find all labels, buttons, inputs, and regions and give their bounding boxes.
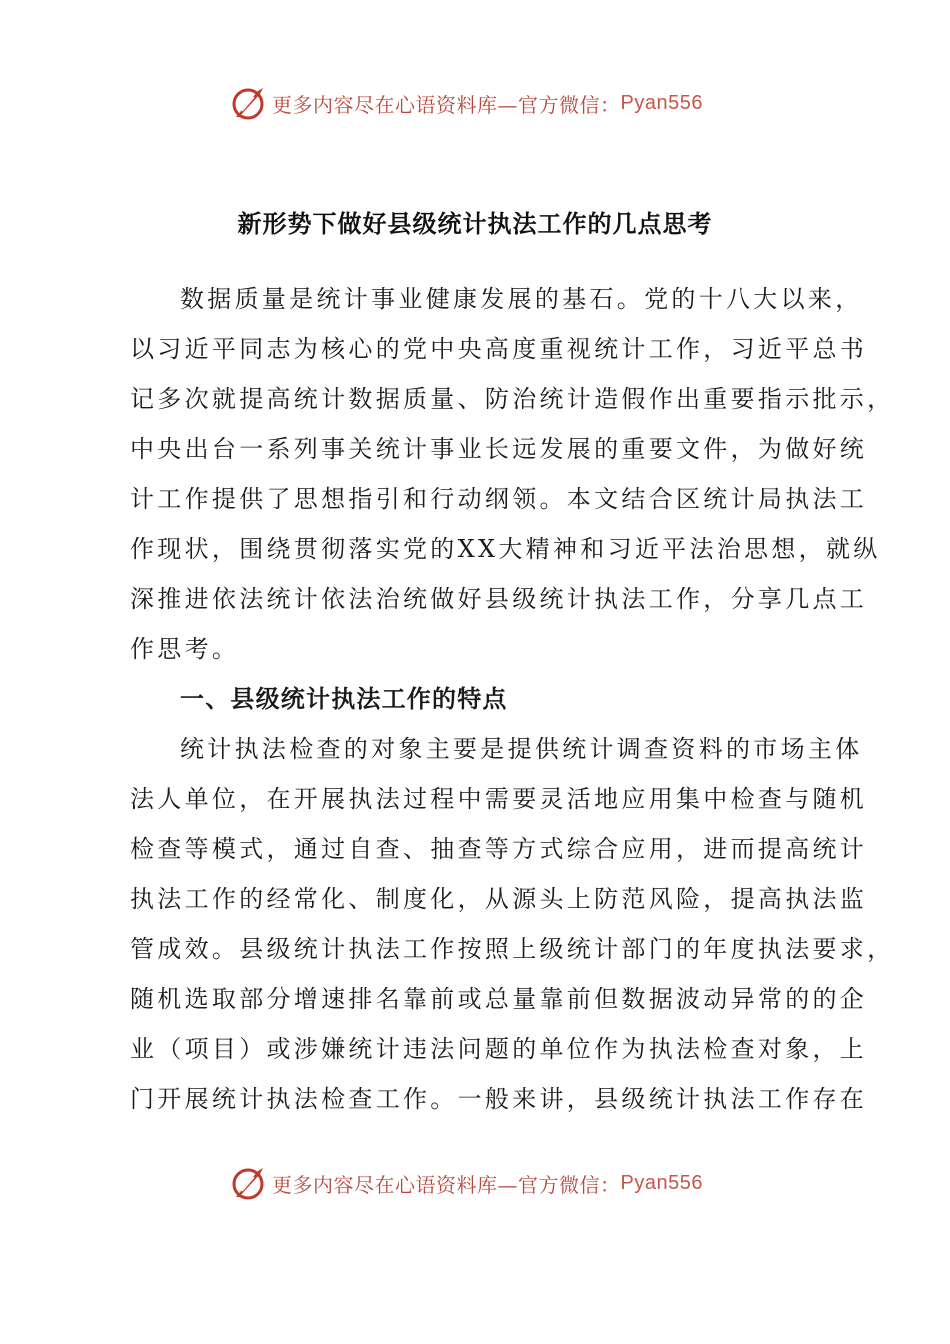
paragraph-line: 作现状，围绕贯彻落实党的XX大精神和习近平法治思想，就纵 — [130, 535, 881, 563]
paragraph-line: 记多次就提高统计数据质量、防治统计造假作出重要指示批示， — [130, 385, 895, 413]
footer-banner — [228, 1161, 703, 1205]
header-banner — [228, 81, 703, 125]
banner-tagline: 更多内容尽在心语资料库—官方微信： — [272, 92, 621, 117]
paragraph-line: 以习近平同志为核心的党中央高度重视统计工作，习近平总书 — [130, 335, 868, 363]
paragraph-line: 统计执法检查的对象主要是提供统计调查资料的市场主体 — [180, 735, 863, 763]
banner-tagline: 更多内容尽在心语资料库—官方微信： — [272, 1172, 621, 1197]
wechat-id: Pyan556 — [620, 91, 703, 114]
paragraph-line: 随机选取部分增速排名靠前或总量靠前但数据波动异常的的企 — [130, 985, 868, 1013]
quill-pen-logo-icon — [228, 83, 268, 123]
paragraph-line: 计工作提供了思想指引和行动纲领。本文结合区统计局执法工 — [130, 485, 868, 513]
wechat-id: Pyan556 — [620, 1171, 703, 1194]
paragraph-line: 作思考。 — [130, 635, 240, 663]
paragraph-line: 法人单位，在开展执法过程中需要灵活地应用集中检查与随机 — [130, 785, 868, 813]
paragraph-line: 管成效。县级统计执法工作按照上级统计部门的年度执法要求， — [130, 935, 895, 963]
document-body — [130, 274, 895, 1124]
paragraph-line: 执法工作的经常化、制度化，从源头上防范风险，提高执法监 — [130, 885, 868, 913]
paragraph-line: 门开展统计执法检查工作。一般来讲，县级统计执法工作存在 — [130, 1085, 868, 1113]
paragraph-line: 数据质量是统计事业健康发展的基石。党的十八大以来， — [180, 285, 863, 313]
paragraph-line: 深推进依法统计依法治统做好县级统计执法工作，分享几点工 — [130, 585, 868, 613]
paragraph-line: 业（项目）或涉嫌统计违法问题的单位作为执法检查对象，上 — [130, 1035, 868, 1063]
document-title: 新形势下做好县级统计执法工作的几点思考 — [237, 210, 713, 238]
section-heading: 一、县级统计执法工作的特点 — [180, 685, 508, 713]
quill-pen-logo-icon — [228, 1163, 268, 1203]
paragraph-line: 检查等模式，通过自查、抽查等方式综合应用，进而提高统计 — [130, 835, 868, 863]
paragraph-line: 中央出台一系列事关统计事业长远发展的重要文件，为做好统 — [130, 435, 868, 463]
